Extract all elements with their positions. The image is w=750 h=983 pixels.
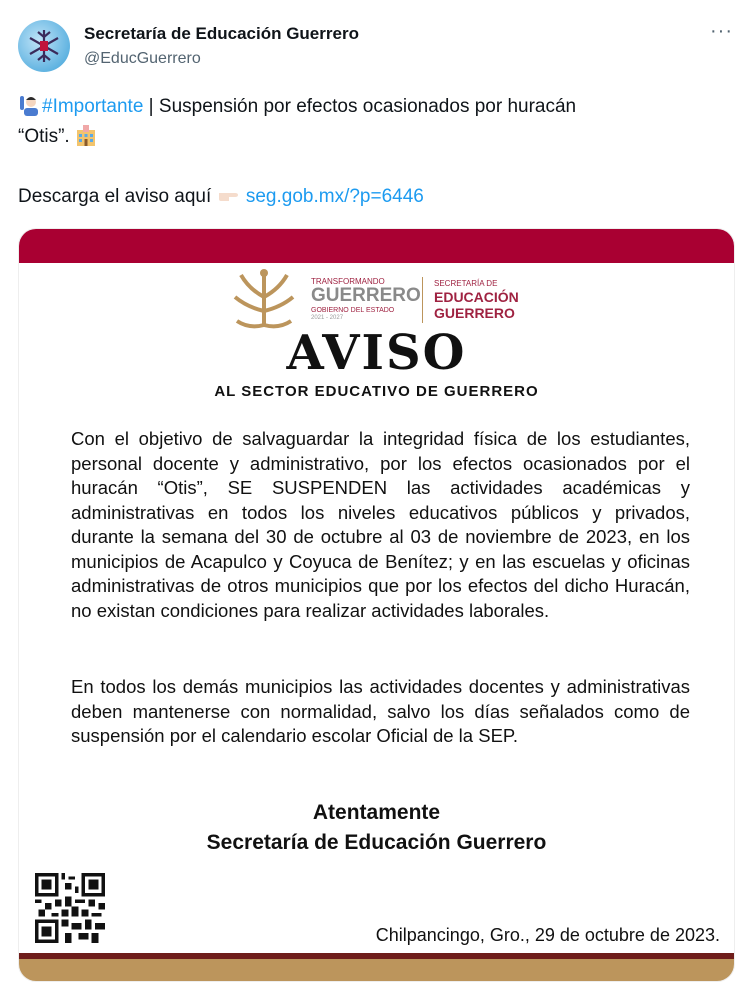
bottom-gold-bar: [19, 959, 734, 981]
guerrero-tree-logo-icon: [229, 267, 299, 331]
top-color-bar: [19, 229, 734, 263]
tweet-header: [18, 20, 733, 72]
qr-code-icon: [35, 873, 105, 943]
logo-years: 2021 - 2027: [311, 315, 344, 321]
download-text: Descarga el aviso aquí: [18, 186, 212, 207]
logo-gobierno: GOBIERNO DEL ESTADO: [311, 307, 395, 314]
notice-title: AVISO: [286, 325, 467, 381]
logos: [229, 267, 529, 327]
person-raising-hand-emoji-icon: [18, 94, 40, 116]
school-building-emoji-icon: [75, 124, 97, 146]
logo-guerrero-seg: GUERRERO: [434, 305, 515, 321]
signature-closing: Atentamente: [312, 801, 441, 824]
tweet-text-line1: | Suspensión por efectos ocasionados por huracán: [143, 96, 577, 117]
notice-link[interactable]: seg.gob.mx/?p=6446: [245, 186, 424, 207]
notice-paragraph-1: Con el objetivo de salvaguardar la integridad física de los estudiantes, personal docente y administrativo, por los efectos ocasionados por el huracán “Otis”, SE SUSPENDEN las actividades académicas y administrativas en todos los niveles educativos públicos y privados, durante la semana del 30 de octubre al 03 de noviembre de 2023, en los municipios de Acapulco y Coyuca de Benítez; y en las escuelas y oficinas administrativas de otros municipios que por los efectos del dicho Huracán, no existan condiciones para realizar actividades laborales.: [71, 428, 690, 621]
tweet-text-line2: “Otis”.: [18, 126, 70, 147]
pointing-right-emoji-icon: [217, 184, 239, 206]
logo-secretaria: SECRETARÍA DE: [434, 279, 498, 288]
place-date: Chilpancingo, Gro., 29 de octubre de 2023.: [375, 925, 720, 945]
signature-name: Secretaría de Educación Guerrero: [206, 831, 547, 854]
notice-paragraph-2: En todos los demás municipios las actividades docentes y administrativas deben mantenerse con normalidad, salvo los días señalados como de suspensión por el calendario escolar Oficial de la SEP.: [71, 676, 690, 746]
avatar[interactable]: [18, 20, 70, 72]
more-options-icon[interactable]: ···: [710, 20, 733, 42]
notice-subtitle: AL SECTOR EDUCATIVO DE GUERRERO: [214, 383, 539, 400]
logo-guerrero: GUERRERO: [311, 285, 421, 306]
logo-educacion: EDUCACIÓN: [434, 289, 519, 305]
snowflake-logo-icon: [26, 28, 62, 64]
logo-divider: [422, 277, 423, 323]
author-name[interactable]: Secretaría de Educación Guerrero: [84, 24, 359, 43]
notice-image[interactable]: [18, 228, 735, 982]
hashtag-link[interactable]: #Importante: [42, 96, 144, 117]
logo-transformando: TRANSFORMANDO: [311, 277, 385, 286]
tweet-text: [18, 92, 733, 212]
author-handle[interactable]: @EducGuerrero: [84, 50, 201, 67]
